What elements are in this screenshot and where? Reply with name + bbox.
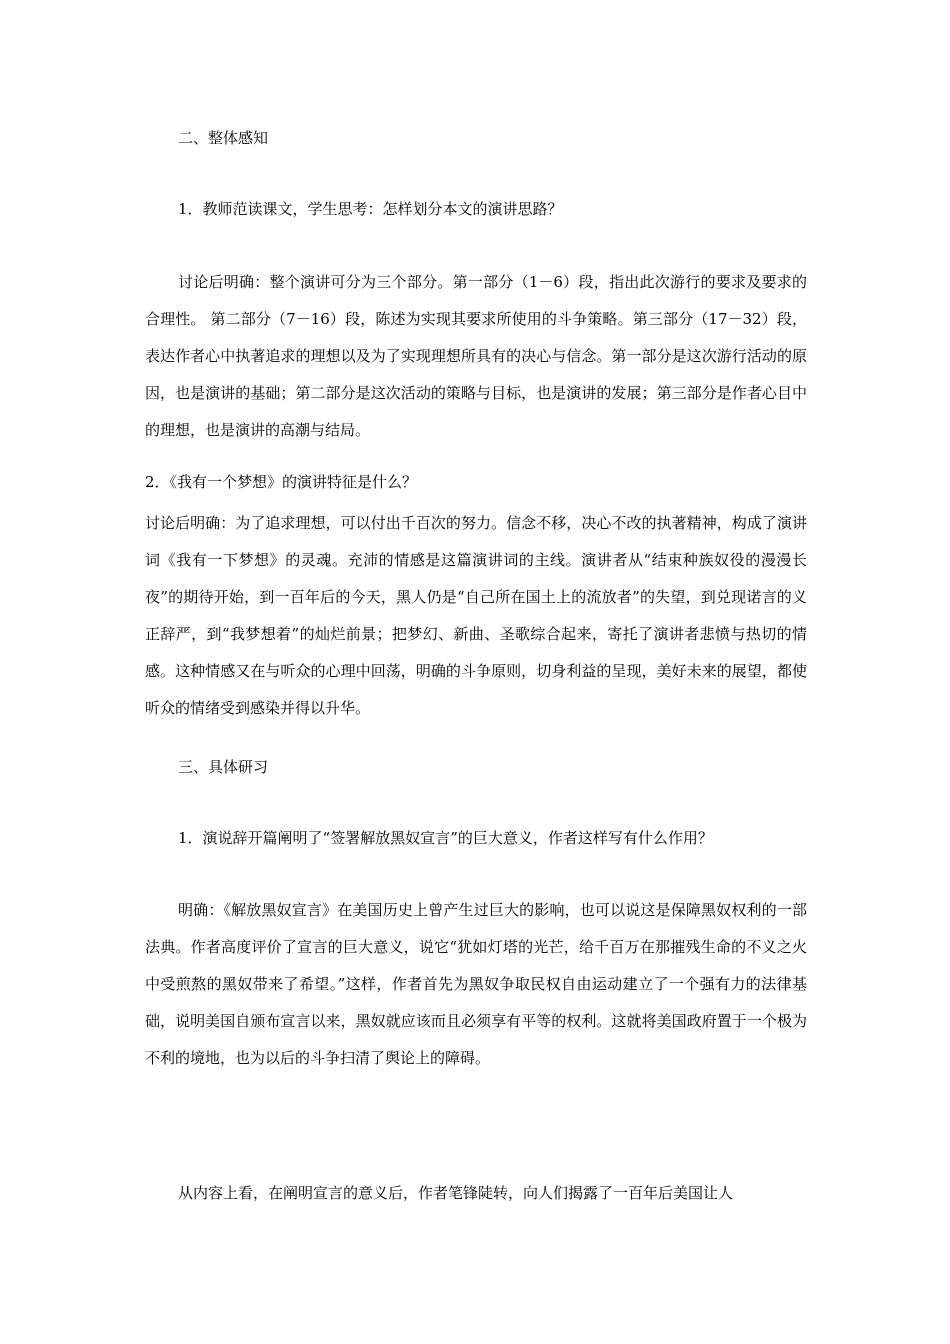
answer-paragraph-emancipation: 明确：《解放黑奴宣言》在美国历史上曾产生过巨大的影响，也可以说这是保障黑奴权利的一部法典。作者高度评价了宣言的巨大意义，说它“犹如灯塔的光芒，给千百万在那摧残生命的不义之火中受煎熬的黑奴带来了希望。”这样，作者首先为黑奴争取民权自由运动建立了一个强有力的法律基础，说明美国自颁布宣言以来，黑奴就应该而且必须享有平等的权利。这就将美国政府置于一个极为不利的境地，也为以后的斗争扫清了舆论上的障碍。: [145, 901, 807, 1067]
discussion-paragraph-structure: 讨论后明确：整个演讲可分为三个部分。第一部分（1－6）段，指出此次游行的要求及要求的合理性。 第二部分（7－16）段，陈述为实现其要求所使用的斗争策略。第三部分（17－32）段，表达作者心中执著追求的理想以及为了实现理想所具有的决心与信念。第一部分是这次游行活动的原因，也是演讲的基础；第二部分是这次活动的策略与目标，也是演讲的发展；第三部分是作者心目中的理想，也是演讲的高潮与结局。: [145, 273, 807, 439]
section-heading-detailed-study: 三、具体研习: [178, 758, 269, 776]
content-analysis-paragraph: 从内容上看，在阐明宣言的意义后，作者笔锋陡转，向人们揭露了一百年后美国让人: [178, 1184, 734, 1202]
question-2-speech-features: 2．《我有一个梦想》的演讲特征是什么？: [145, 473, 418, 491]
question-1-emancipation-significance: 1．演说辞开篇阐明了“签署解放黑奴宣言”的巨大意义，作者这样写有什么作用？: [178, 829, 713, 847]
section-heading-overall-perception: 二、整体感知: [178, 129, 269, 147]
discussion-paragraph-features: 讨论后明确：为了追求理想，可以付出千百次的努力。信念不移，决心不改的执著精神，构成了演讲词《我有一下梦想》的灵魂。充沛的情感是这篇演讲词的主线。演讲者从“结束种族奴役的漫漫长夜”的期待开始，到一百年后的今天，黑人仍是“自己所在国土上的流放者”的失望，到兑现诺言的义正辞严，到“我梦想着”的灿烂前景；把梦幻、新曲、圣歌综合起来，寄托了演讲者悲愤与热切的情感。这种情感又在与听众的心理中回荡，明确的斗争原则，切身利益的呈现，美好未来的展望，都使听众的情绪受到感染并得以升华。: [145, 514, 807, 717]
question-1-reading-structure: 1．教师范读课文，学生思考：怎样划分本文的演讲思路？: [178, 200, 563, 218]
